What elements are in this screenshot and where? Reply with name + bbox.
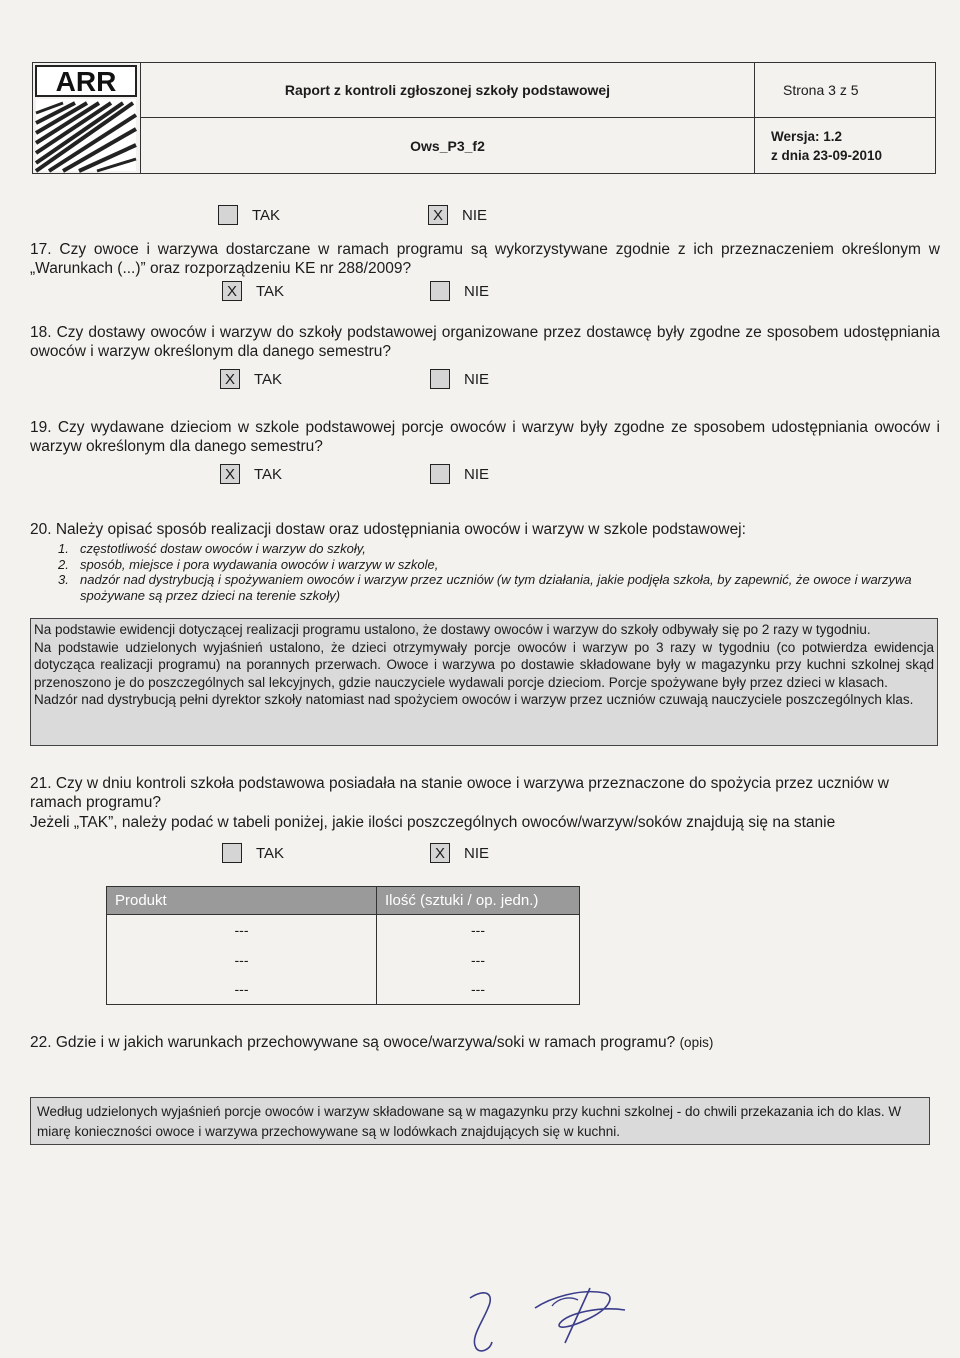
handwritten-signature [440,1268,640,1358]
answer-paragraph: Na podstawie ewidencji dotyczącej realizacji programu ustalono, że dostawy owoców i warzyw do szkoły odbywały się po 2 razy w tygodniu. [34,622,871,637]
answer-paragraph: Na podstawie udzielonych wyjaśnień ustalono, że dzieci otrzymywały porcje owoców i warzyw po 3 razy w tygodniu (co potwierdza ewidencja dotycząca realizacji programu) na porannych przerwach. Owoce i warzywa po dostawie składowane były w magazynku przy kuchni szkolnej skąd przenoszono je do poszczególnych sal lekcyjnych, gdzie nauczyciele wydawali porcje dzieciom. Porcje spożywane były przez dzieci w klasach. [34,639,934,690]
column-header: Produkt [107,887,377,915]
q18-yes [220,369,282,389]
version-date: z dnia 23-09-2010 [771,147,883,163]
checkbox-no[interactable] [430,369,450,389]
checkbox-no[interactable] [430,464,450,484]
q21-yes [222,843,284,863]
checkbox-yes[interactable]: X [222,281,242,301]
question-19: 19. Czy wydawane dzieciom w szkole podstawowej porcje owoców i warzyw były zgodne ze sposobem udostępniania owoców i warzyw określonym dla danego semestru? [30,419,940,455]
q19-no [430,464,489,484]
q21-note: Jeżeli „TAK”, należy podać w tabeli poniżej, jakie ilości poszczególnych owoców/warzyw/soków znajdują się na stanie [30,814,836,831]
document-code: Ows_P3_f2 [410,137,485,154]
stock-table [106,886,580,1005]
checkbox-yes[interactable] [218,205,238,225]
q21-no [430,843,489,863]
table-row [107,915,580,945]
q19-yes [220,464,282,484]
q22-answer-box[interactable]: Według udzielonych wyjaśnień porcje owoców i warzyw składowane są w magazynku przy kuchni szkolnej - do chwili przekazania ich do klas. W miarę konieczności owoce i warzywa przechowywane są w lodówkach znajdujących się w kuchni. [30,1097,930,1145]
q17-no [430,281,489,301]
question-22-hint: (opis) [679,1035,714,1050]
checkbox-no[interactable] [430,281,450,301]
list-item: 1. częstotliwość dostaw owoców i warzyw do szkoły, [58,541,366,556]
column-header: Ilość (sztuki / op. jedn.) [377,887,580,915]
checkbox-yes[interactable]: X [220,369,240,389]
yes-label: TAK [254,465,283,483]
table-row [107,945,580,975]
no-label: NIE [464,844,490,862]
no-label: NIE [464,465,490,483]
no-label: NIE [462,206,488,224]
yes-label: TAK [256,844,285,862]
yes-label: TAK [254,370,283,388]
page-number: Strona 3 z 5 [755,63,935,118]
table-row [107,975,580,1005]
table-cell: --- [107,915,377,945]
top-answer-yes [218,205,280,225]
table-cell: --- [107,945,377,975]
q20-answer-box[interactable] [30,618,938,746]
table-cell: --- [377,945,580,975]
arr-logo [33,63,141,173]
top-answer-no [428,205,487,225]
question-21: 21. Czy w dniu kontroli szkoła podstawowa posiadała na stanie owoce i warzywa przeznaczone do spożycia przez uczniów w ramach programu? [30,775,889,811]
checkbox-yes[interactable] [222,843,242,863]
checkbox-no[interactable]: X [428,205,448,225]
q18-no [430,369,489,389]
report-title: Raport z kontroli zgłoszonej szkoły podstawowej [141,63,754,118]
q20-instructions [58,541,928,603]
no-label: NIE [464,370,490,388]
table-cell: --- [107,975,377,1005]
table-cell: --- [377,915,580,945]
question-18: 18. Czy dostawy owoców i warzyw do szkoły podstawowej organizowane przez dostawcę były zgodne ze sposobem udostępniania owoców i warzyw określonym dla danego semestru? [30,324,940,360]
question-22-text: 22. Gdzie i w jakich warunkach przechowywane są owoce/warzywa/soki w ramach programu? [30,1034,676,1051]
logo-text: ARR [55,66,117,97]
version-label: Wersja: 1.2 [771,128,843,144]
no-label: NIE [464,282,490,300]
question-22 [30,1033,940,1052]
yes-label: TAK [252,206,281,224]
q17-yes [222,281,284,301]
list-item: 3. nadzór nad dystrybucją i spożywaniem owoców i warzyw przez uczniów (w tym działania, jakie podjęła szkoła, by zapewnić, że owoce i warzywa spożywane są przez dzieci na terenie szkoły) [58,572,912,603]
checkbox-no[interactable]: X [430,843,450,863]
question-17: 17. Czy owoce i warzywa dostarczane w ramach programu są wykorzystywane zgodnie z ich przeznaczeniem określonym w „Warunkach (...)” oraz rozporządzeniu KE nr 288/2009? [30,241,940,277]
answer-paragraph: Nadzór nad dystrybucją pełni dyrektor szkoły natomiast nad spożyciem owoców i warzyw przez uczniów czuwają nauczyciele poszczególnych klas. [34,692,914,707]
document-header [32,62,936,174]
list-item: 2. sposób, miejsce i pora wydawania owoców i warzyw w szkole, [58,556,439,572]
yes-label: TAK [256,282,285,300]
checkbox-yes[interactable]: X [220,464,240,484]
table-cell: --- [377,975,580,1005]
question-20: 20. Należy opisać sposób realizacji dostaw oraz udostępniania owoców i warzyw w szkole podstawowej: [30,521,746,538]
